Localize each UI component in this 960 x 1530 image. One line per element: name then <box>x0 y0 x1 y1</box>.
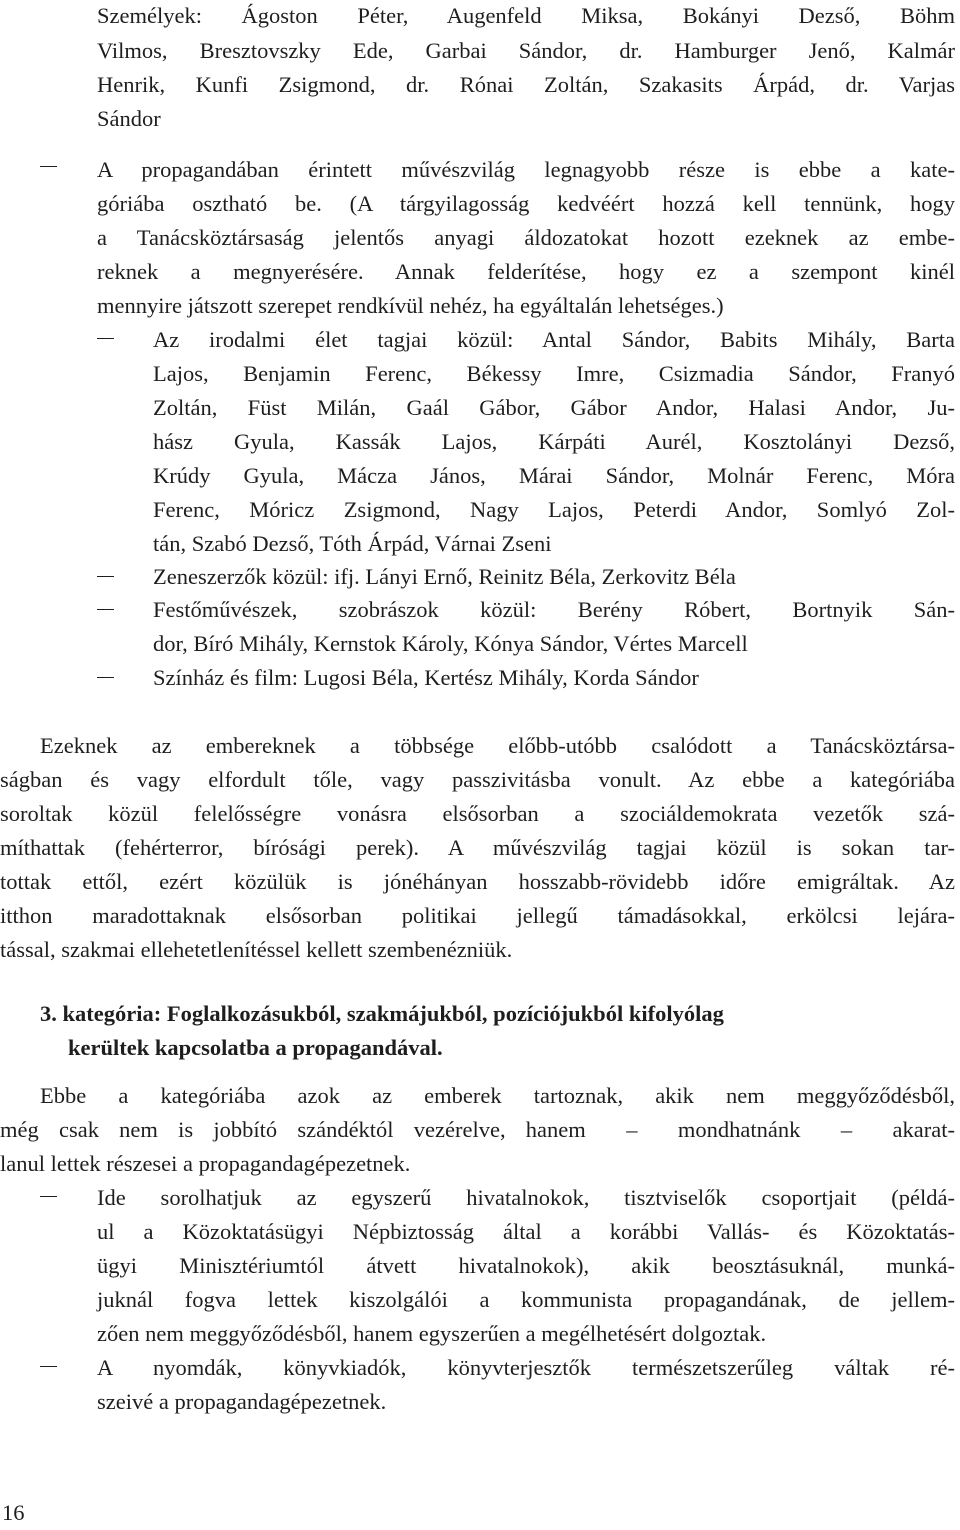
text-line: Zeneszerzők közül: ifj. Lányi Ernő, Reinitz Béla, Zerkovitz Béla <box>153 564 736 589</box>
text-line: Ezeknek az embereknek a többsége előbb-utóbb csalódott a Tanácsköztársa- <box>40 733 955 758</box>
text-line: itthon maradottaknak elsősorban politikai jellegű támadásokkal, erkölcsi lejára- <box>0 903 955 928</box>
text-line: góriába osztható be. (A tárgyilagosság kedvéért hozzá kell tennünk, hogy <box>97 191 955 216</box>
text-line: szeivé a propagandagépezetnek. <box>97 1389 387 1414</box>
text-line: reknek a megnyerésére. Annak felderítése, hogy ez a szempont kinél <box>97 259 955 284</box>
text-line: zően nem meggyőződésből, hanem egyszerűen a megélhetésért dolgoztak. <box>97 1321 767 1346</box>
text-line: ságban és vagy elfordult tőle, vagy passzivitásba vonult. Az ebbe a kategóriába <box>0 767 955 792</box>
text-line: hász Gyula, Kassák Lajos, Kárpáti Aurél, Kosztolányi Dezső, <box>153 429 955 454</box>
text-line: juknál fogva lettek kiszolgálói a kommunista propagandának, de jellem- <box>97 1287 955 1312</box>
text-line: Ferenc, Móricz Zsigmond, Nagy Lajos, Peterdi Andor, Somlyó Zol- <box>153 497 955 522</box>
text-line: Henrik, Kunfi Zsigmond, dr. Rónai Zoltán, Szakasits Árpád, dr. Varjas <box>97 72 955 97</box>
text-line: Sándor <box>97 106 161 131</box>
text-line: Színház és film: Lugosi Béla, Kertész Mihály, Korda Sándor <box>153 665 699 690</box>
text-line: míthattak (fehérterror, bírósági perek). A művészvilág tagjai közül is sokan tar- <box>0 835 955 860</box>
text-line: Lajos, Benjamin Ferenc, Békessy Imre, Csizmadia Sándor, Franyó <box>153 361 955 386</box>
text-line: tottak ettől, ezért közülük is jónéhányan hosszabb-rövidebb időre emigráltak. Az <box>0 869 955 894</box>
text-line: Festőművészek, szobrászok közül: Berény Róbert, Bortnyik Sán- <box>153 597 955 622</box>
text-line: A nyomdák, könyvkiadók, könyvterjesztők természetszerűleg váltak ré- <box>97 1355 955 1380</box>
text-line: soroltak közül felelősségre vonásra elsősorban a szociáldemokrata vezetők szá- <box>0 801 955 826</box>
text-line: mennyire játszott szerepet rendkívül nehéz, ha egyáltalán lehetséges.) <box>97 293 724 318</box>
text-line: ul a Közoktatásügyi Népbiztosság által a korábbi Vallás- és Közoktatás- <box>97 1219 955 1244</box>
text-line: Személyek: Ágoston Péter, Augenfeld Miksa, Bokányi Dezső, Böhm <box>97 3 955 28</box>
section-heading: 3. kategória: Foglalkozásukból, szakmájukból, pozíciójukból kifolyólag <box>40 1001 724 1026</box>
page-number: 16 <box>2 1500 25 1525</box>
dash-bullet <box>40 166 57 167</box>
dash-bullet <box>97 677 114 678</box>
text-line: A propagandában érintett művészvilág legnagyobb része is ebbe a kate- <box>97 157 955 182</box>
dash-bullet <box>97 609 114 610</box>
text-line: Ebbe a kategóriába azok az emberek tartoznak, akik nem meggyőződésből, <box>40 1083 955 1108</box>
dash-bullet <box>97 338 114 339</box>
dash-bullet <box>40 1366 57 1367</box>
text-line: ügyi Minisztériumtól átvett hivatalnokok), akik beosztásuknál, munká- <box>97 1253 955 1278</box>
text-line: a Tanácsköztársaság jelentős anyagi áldozatokat hozott ezeknek az embe- <box>97 225 955 250</box>
text-line: Ide sorolhatjuk az egyszerű hivatalnokok, tisztviselők csoportjait (példá- <box>97 1185 955 1210</box>
section-heading: kerültek kapcsolatba a propagandával. <box>68 1035 443 1060</box>
text-line: Vilmos, Bresztovszky Ede, Garbai Sándor, dr. Hamburger Jenő, Kalmár <box>97 38 955 63</box>
dash-bullet <box>97 576 114 577</box>
dash-bullet <box>40 1196 57 1197</box>
text-line: Krúdy Gyula, Mácza János, Márai Sándor, Molnár Ferenc, Móra <box>153 463 955 488</box>
text-line: dor, Bíró Mihály, Kernstok Károly, Kónya Sándor, Vértes Marcell <box>153 631 748 656</box>
text-line: még csak nem is jobbító szándéktól vezérelve, hanem – mondhatnánk – akarat- <box>0 1117 955 1142</box>
text-line: Az irodalmi élet tagjai közül: Antal Sándor, Babits Mihály, Barta <box>153 327 955 352</box>
text-line: lanul lettek részesei a propagandagépezetnek. <box>0 1151 411 1176</box>
text-line: tással, szakmai ellehetetlenítéssel kellett szembenézniük. <box>0 937 513 962</box>
text-line: tán, Szabó Dezső, Tóth Árpád, Várnai Zseni <box>153 531 552 556</box>
text-line: Zoltán, Füst Milán, Gaál Gábor, Gábor Andor, Halasi Andor, Ju- <box>153 395 955 420</box>
